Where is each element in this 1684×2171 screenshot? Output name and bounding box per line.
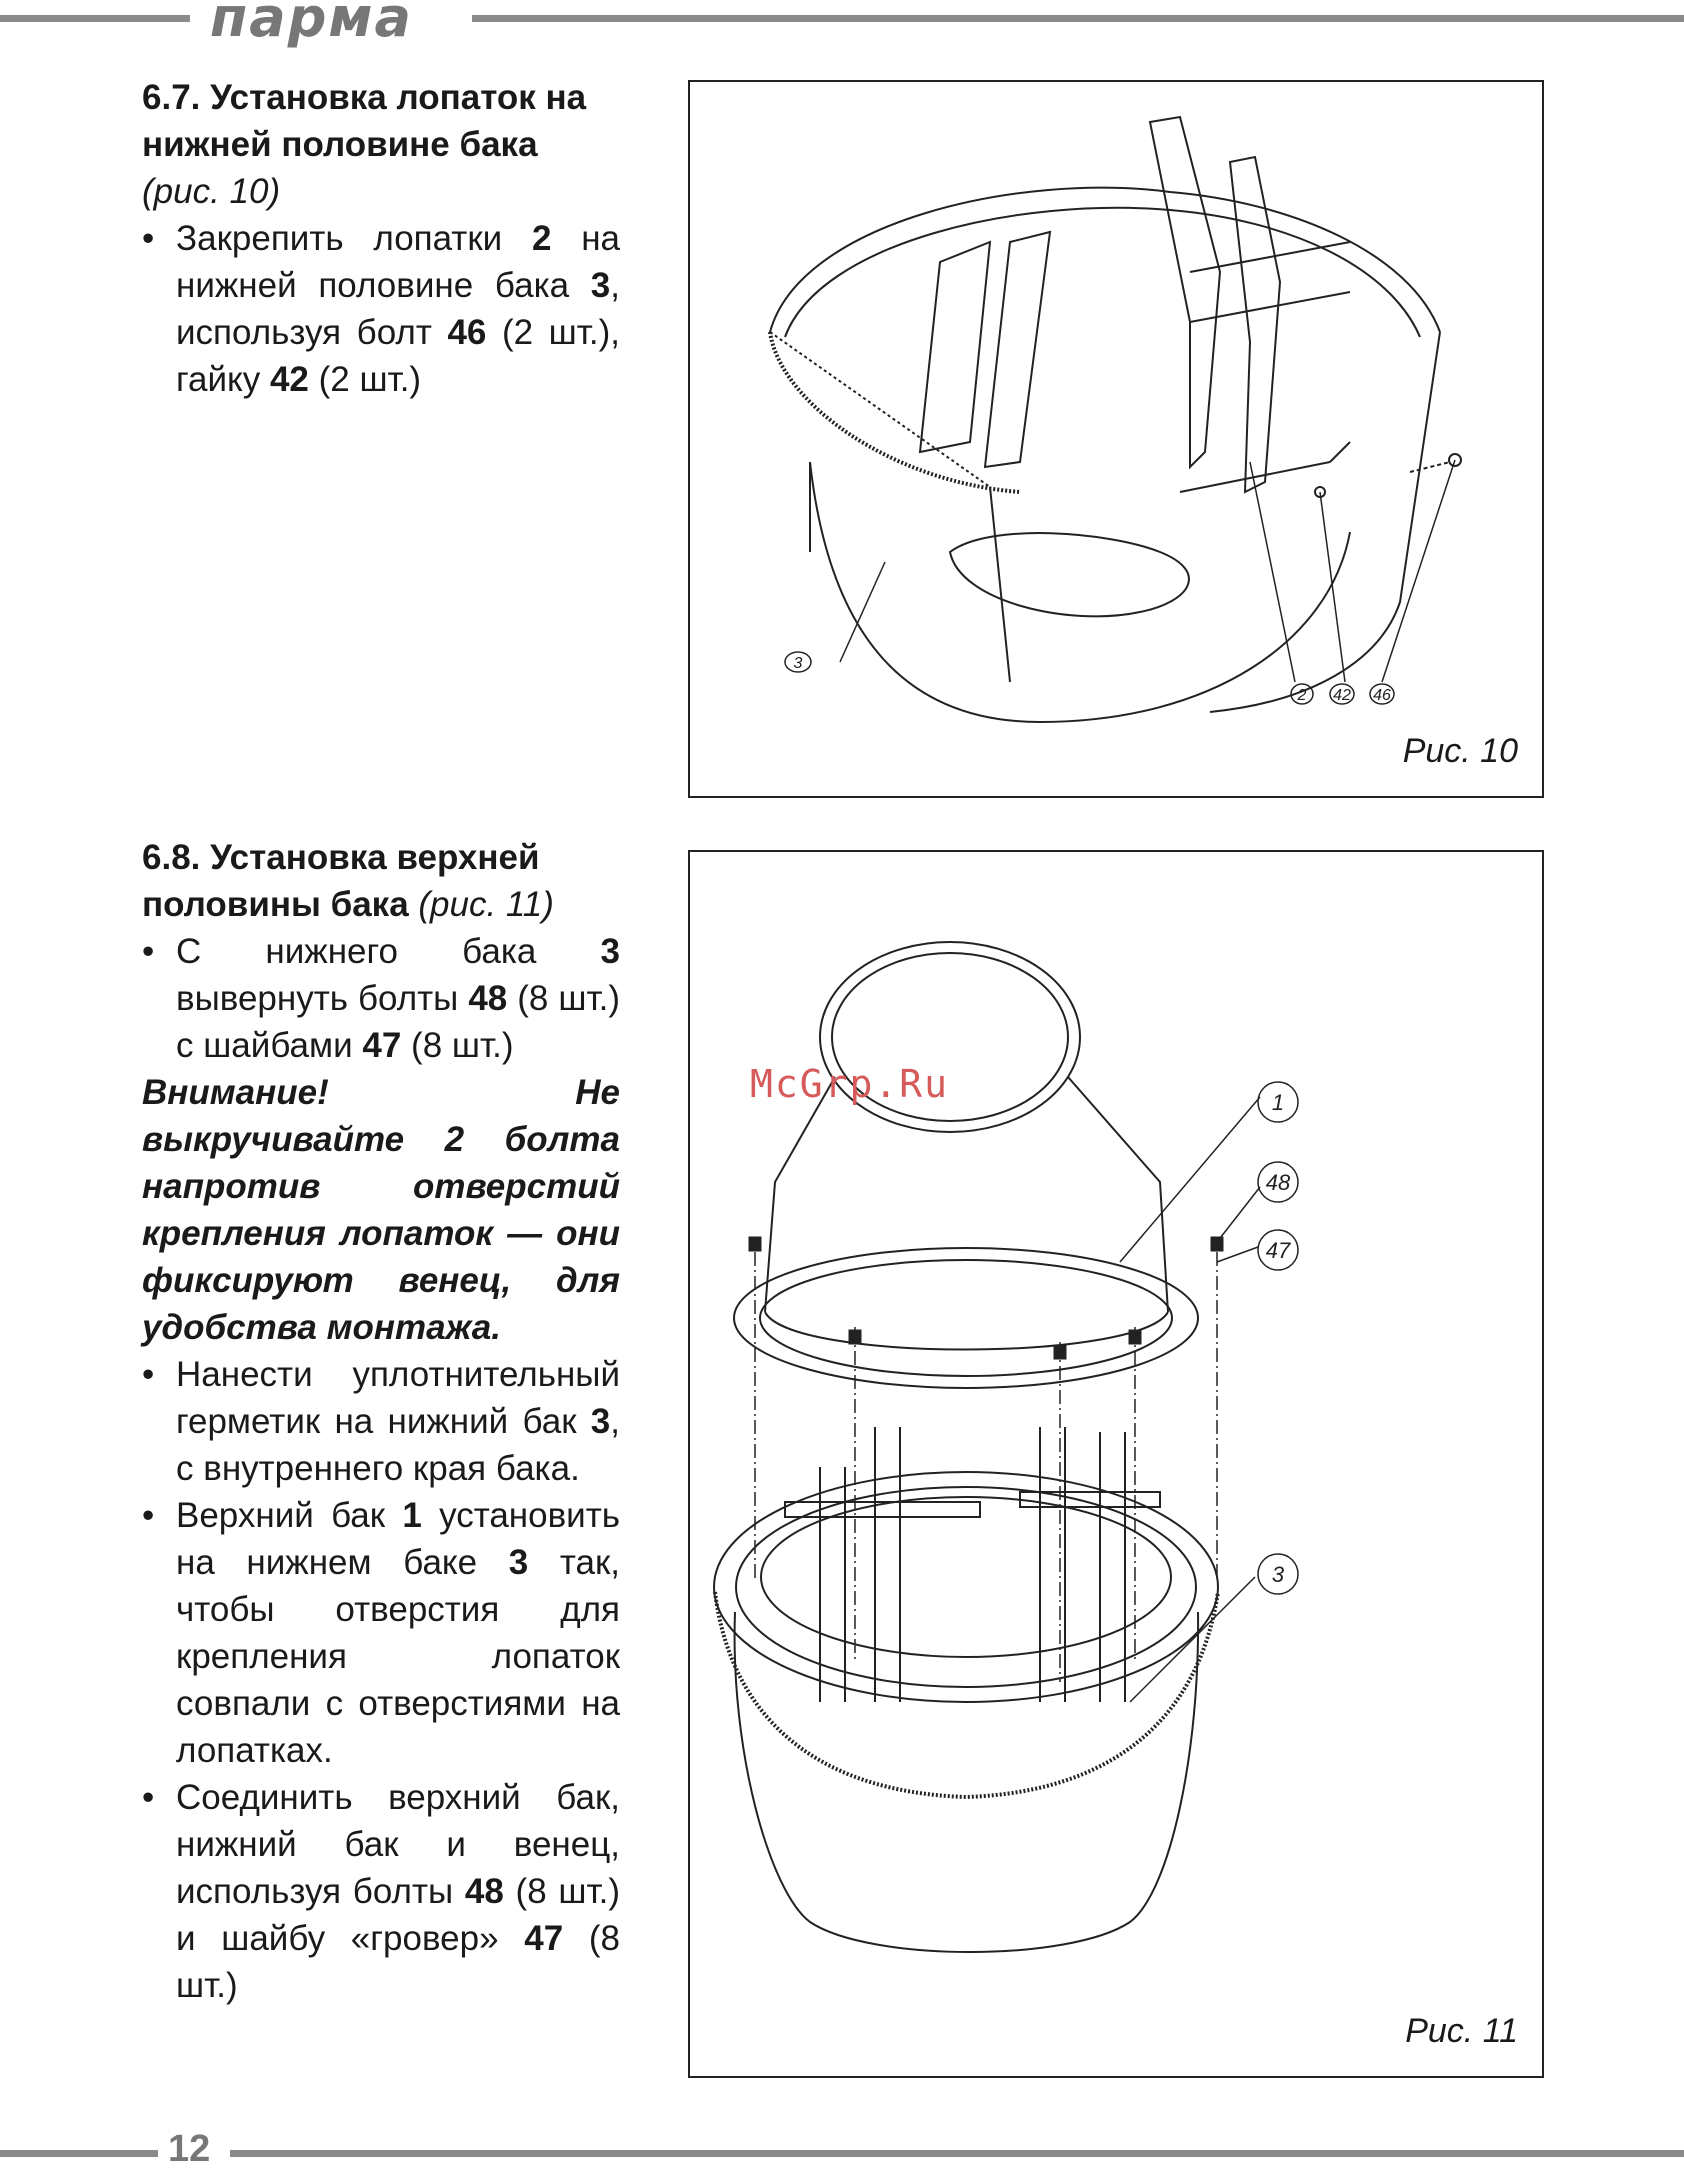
watermark: McGrp.Ru [750, 1062, 950, 1106]
header-rule-left [0, 15, 190, 22]
fig11-label-lower: 3 [1271, 1562, 1285, 1587]
section-6-8 [142, 834, 620, 2009]
blade-2 [1150, 117, 1220, 467]
section-6-8-title: 6.8. Установка верхней половины бака (рис. 11) [142, 838, 554, 924]
fig10-label-blade: 2 [1297, 687, 1307, 704]
section-6-8-bullet-3: • Верхний бак 1 установить на нижнем баке 3 так, чтобы отверстия для крепления лопаток совпали с отверстиями на лопатках. [142, 1492, 620, 1774]
fig10-label-bolt: 46 [1373, 687, 1391, 704]
header-rule-right [472, 15, 1684, 22]
fig11-label-upper: 1 [1271, 1090, 1285, 1115]
figure-11 [688, 850, 1544, 2078]
page-number: 12 [168, 2128, 211, 2170]
footer-rule-left [0, 2150, 158, 2157]
fig11-label-washer: 47 [1265, 1238, 1291, 1263]
tank-lower-body [810, 462, 1350, 722]
figure-10 [688, 80, 1544, 798]
fig11-label-bolt: 48 [1265, 1170, 1291, 1195]
figure-11-caption: Рис. 11 [1405, 2012, 1518, 2050]
footer-rule-right [230, 2150, 1684, 2157]
section-6-7 [142, 74, 620, 403]
figure-11-drawing [690, 852, 1542, 2076]
section-6-8-bullet-1: • С нижнего бака 3 вывернуть болты 48 (8 шт.) с шайбами 47 (8 шт.) [142, 928, 620, 1069]
lower-tank-body [735, 1612, 1199, 1952]
tank-rim [770, 188, 1440, 332]
section-6-7-bullet-1: • Закрепить лопатки 2 на нижней половине бака 3, используя болт 46 (2 шт.), гайку 42 (2 шт.) [142, 215, 620, 403]
section-6-8-bullet-2: • Нанести уплотнительный герметик на нижний бак 3, с внутреннего края бака. [142, 1351, 620, 1492]
figure-10-caption: Рис. 10 [1402, 732, 1518, 770]
fig10-label-tank: 3 [793, 655, 803, 672]
upper-tank-flange [734, 1248, 1198, 1388]
warning-note: Внимание! Не выкручивайте 2 болта напротив отверстий крепления лопаток — они фиксируют венец, для удобства монтажа. [142, 1073, 620, 1347]
ring-gear [770, 332, 1020, 492]
figure-10-drawing [690, 82, 1542, 796]
section-6-8-bullet-4: • Соединить верхний бак, нижний бак и венец, используя болты 48 (8 шт.) и шайбу «гровер» 47 (8 шт.) [142, 1774, 620, 2009]
fig10-label-nut: 42 [1333, 687, 1351, 704]
section-6-7-title: 6.7. Установка лопаток на нижней половине бака (рис. 10) [142, 78, 587, 211]
brand-logo: парма [210, 0, 413, 49]
